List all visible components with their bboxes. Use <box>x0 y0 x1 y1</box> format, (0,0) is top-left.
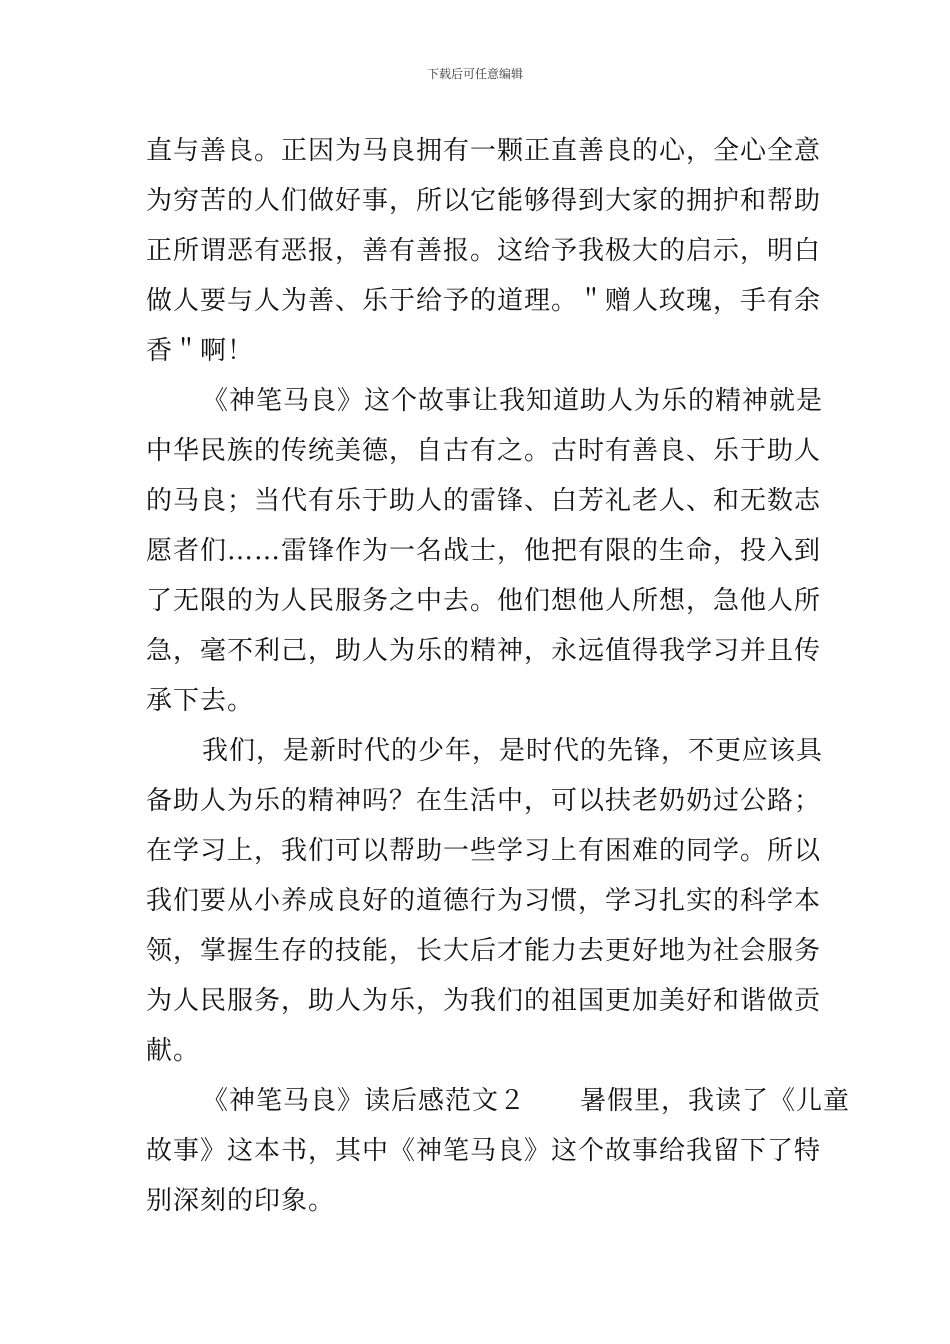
text-line: 正所谓恶有恶报，善有善报。这给予我极大的启示，明白 <box>146 236 822 266</box>
text-line: 承下去。 <box>146 686 255 716</box>
text-line: 为人民服务，助人为乐，为我们的祖国更加美好和谐做贡 <box>146 986 822 1016</box>
paragraph-start-line: 我们，是新时代的少年，是时代的先锋，不更应该具 <box>202 736 824 766</box>
text-line: 了无限的为人民服务之中去。他们想他人所想，急他人所 <box>146 586 822 616</box>
document-body <box>146 126 851 1226</box>
text-line: 别深刻的印象。 <box>146 1186 336 1216</box>
text-line: 做人要与人为善、乐于给予的道理。＂赠人玫瑰，手有余 <box>146 286 822 316</box>
text-line: 直与善良。正因为马良拥有一颗正直善良的心，全心全意 <box>146 136 822 166</box>
text-line: 愿者们……雷锋作为一名战士，他把有限的生命，投入到 <box>146 536 822 566</box>
text-line: 为穷苦的人们做好事，所以它能够得到大家的拥护和帮助 <box>146 186 822 216</box>
text-line: 我们要从小养成良好的道德行为习惯，学习扎实的科学本 <box>146 886 822 916</box>
page-header: 下载后可任意编辑 <box>426 67 523 81</box>
text-line: 中华民族的传统美德，自古有之。古时有善良、乐于助人 <box>146 436 822 466</box>
text-line: 在学习上，我们可以帮助一些学习上有困难的同学。所以 <box>146 836 822 866</box>
text-line: 领，掌握生存的技能，长大后才能力去更好地为社会服务 <box>146 936 822 966</box>
paragraph-start-line: 《神笔马良》读后感范文２ 暑假里，我读了《儿童 <box>202 1086 851 1116</box>
text-line: 备助人为乐的精神吗？在生活中，可以扶老奶奶过公路； <box>146 786 822 816</box>
paragraph-start-line: 《神笔马良》这个故事让我知道助人为乐的精神就是 <box>202 386 824 416</box>
text-line: 故事》这本书，其中《神笔马良》这个故事给我留下了特 <box>146 1136 822 1166</box>
text-line: 的马良；当代有乐于助人的雷锋、白芳礼老人、和无数志 <box>146 486 822 516</box>
text-line: 急，毫不利己，助人为乐的精神，永远值得我学习并且传 <box>146 636 822 666</box>
text-line: 香＂啊！ <box>146 336 255 366</box>
text-line: 献。 <box>146 1036 201 1066</box>
